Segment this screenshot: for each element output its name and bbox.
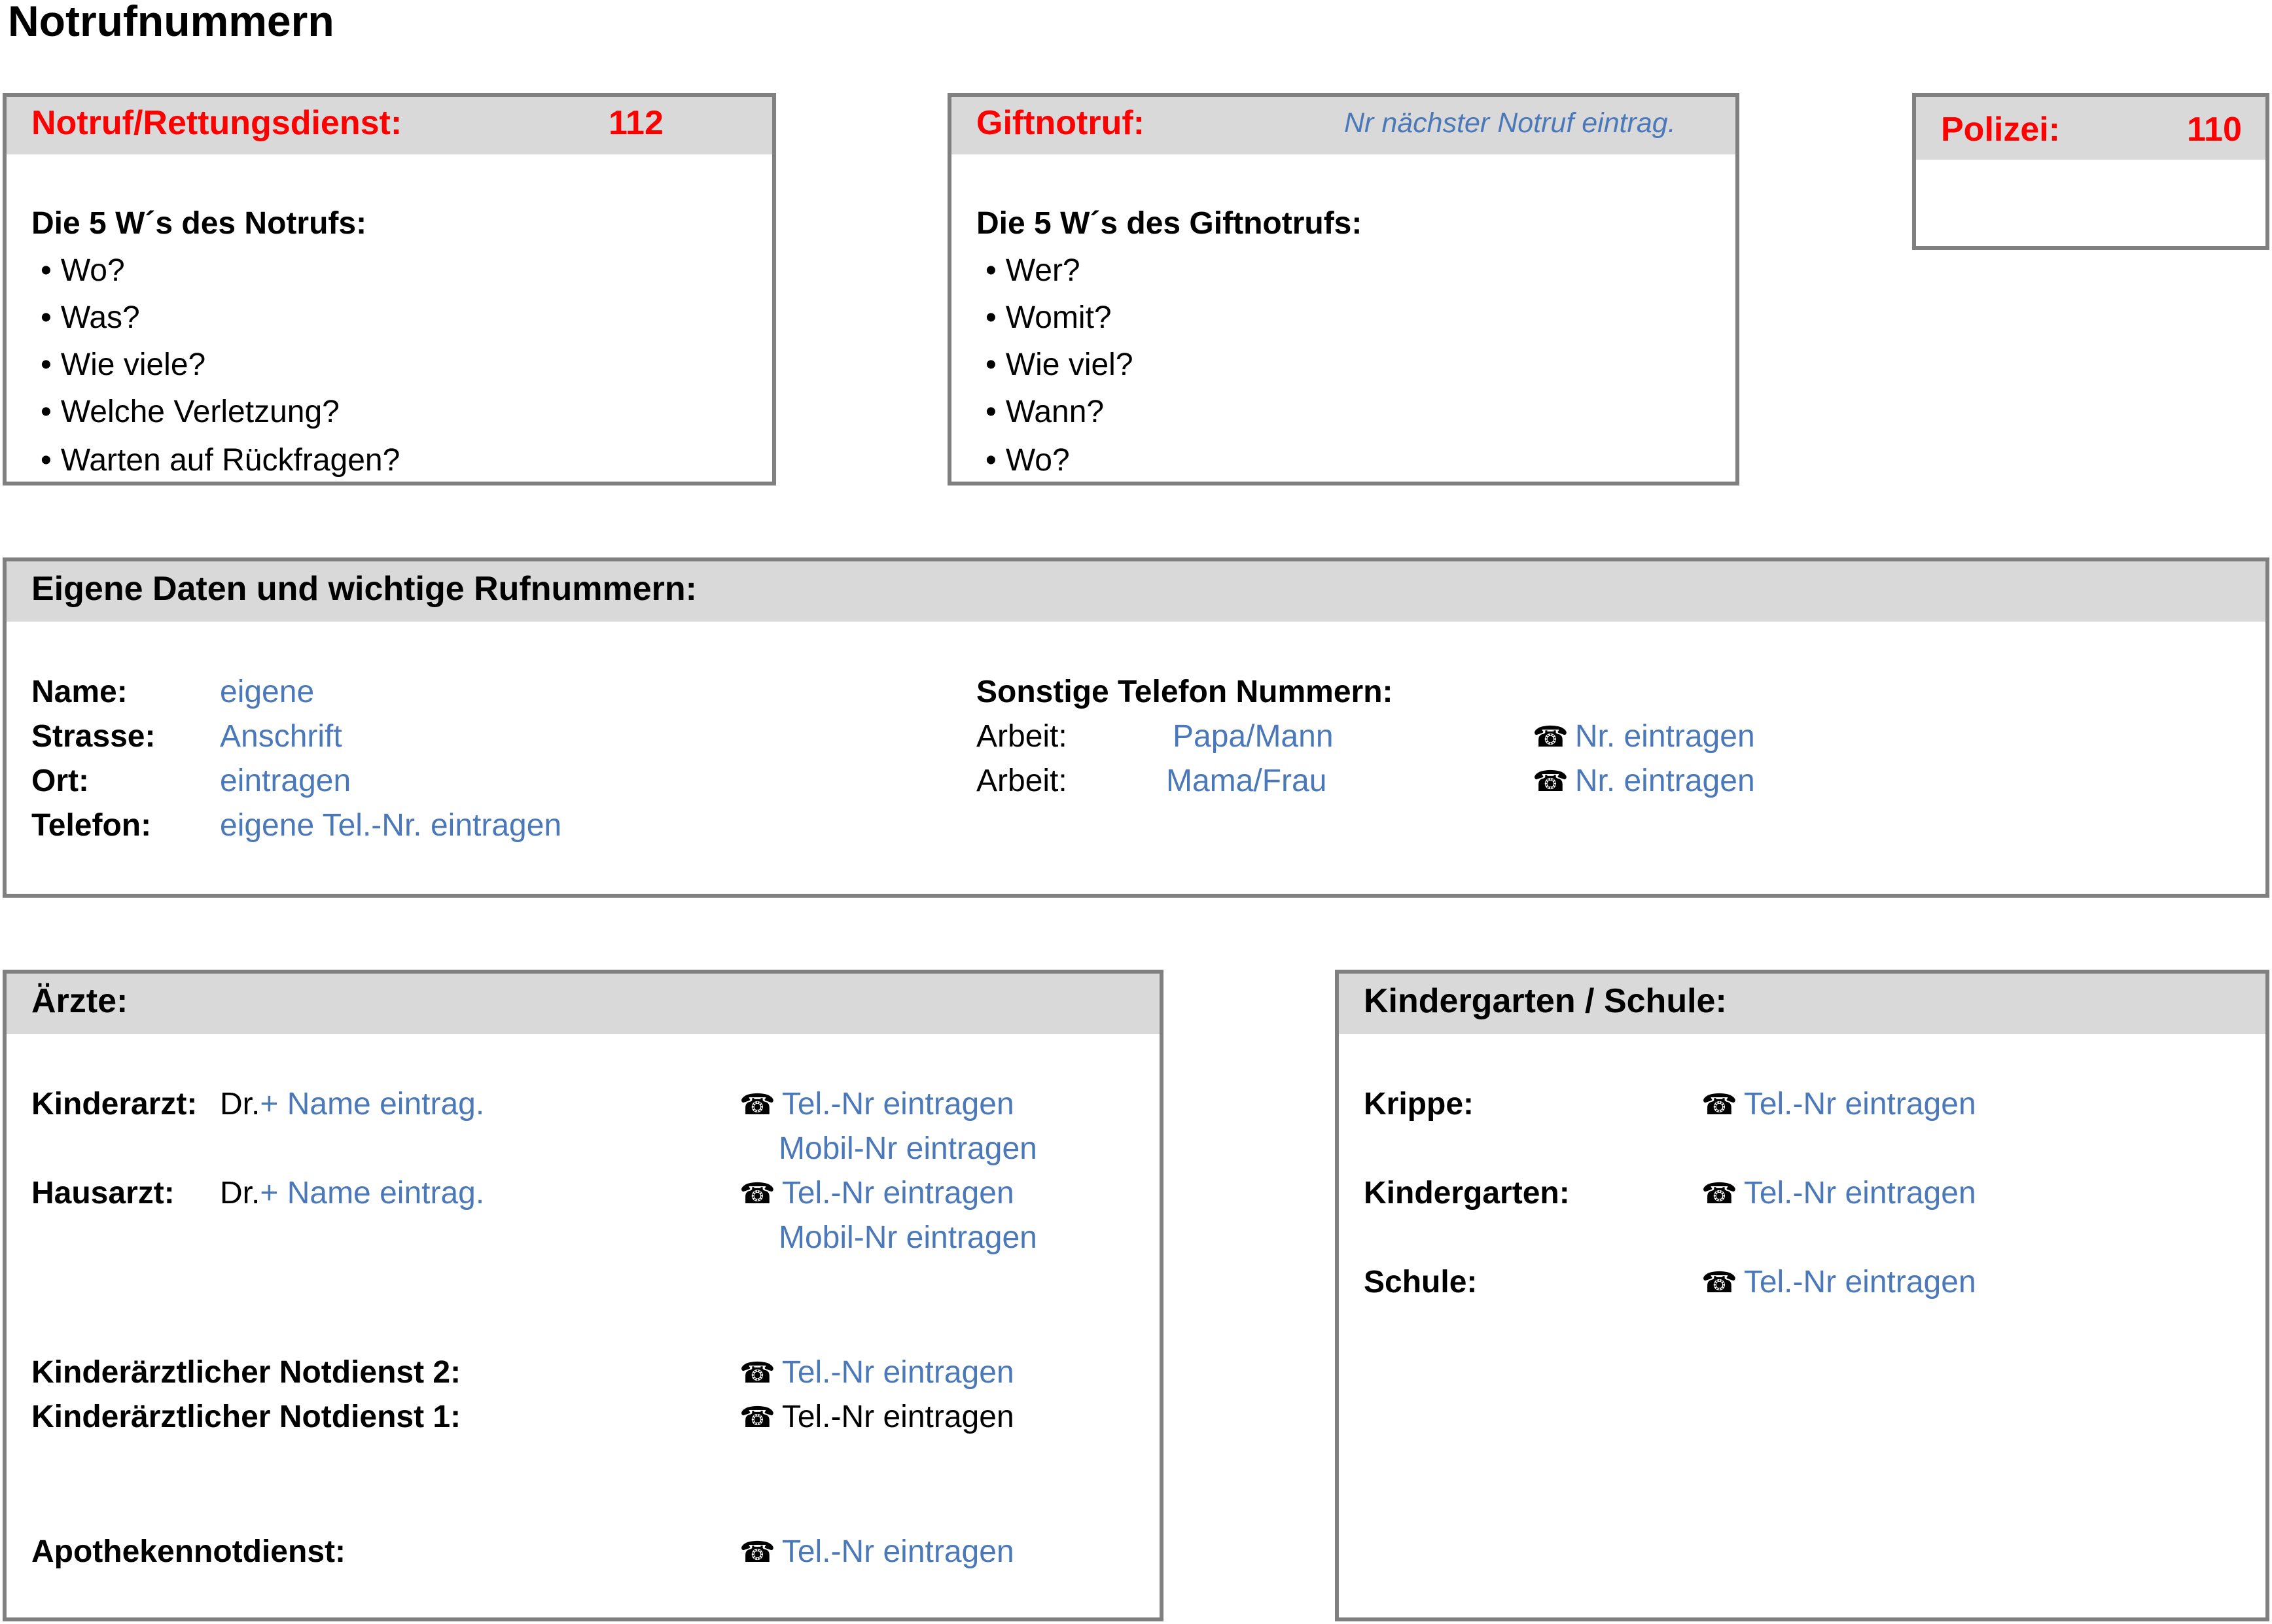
gift-header [951, 97, 1735, 154]
arbeit2-who[interactable]: Mama/Frau [1166, 764, 1327, 798]
notdienst2-tel[interactable] [739, 1354, 1014, 1390]
hausarzt-tel-value: Tel.-Nr eintragen [781, 1176, 1014, 1210]
schule-tel-value: Tel.-Nr eintragen [1743, 1265, 1976, 1299]
telefon-value[interactable]: eigene Tel.-Nr. eintragen [220, 808, 562, 843]
phone-icon: ☎ [739, 1402, 775, 1434]
strasse-value[interactable]: Anschrift [220, 719, 342, 754]
kinderarzt-label: Kinderarzt: [31, 1087, 198, 1121]
gift-number-placeholder[interactable]: Nr nächster Notruf eintrag. [1344, 107, 1676, 139]
notruf-subtitle: Die 5 W´s des Notrufs: [31, 206, 367, 241]
schule-label: Schule: [1364, 1265, 1478, 1299]
notdienst2-tel-value: Tel.-Nr eintragen [781, 1355, 1014, 1390]
phone-icon: ☎ [1533, 721, 1569, 753]
kindergarten-label: Kindergarten: [1364, 1176, 1570, 1210]
arbeit1-who[interactable]: Papa/Mann [1173, 719, 1334, 754]
polizei-header [1916, 97, 2265, 160]
hausarzt-label: Hausarzt: [31, 1176, 175, 1210]
arbeit2-nr: Nr. eintragen [1574, 764, 1755, 798]
notruf-number: 112 [609, 104, 664, 142]
strasse-label: Strasse: [31, 719, 156, 754]
phone-icon: ☎ [1701, 1178, 1737, 1210]
phone-icon: ☎ [1533, 766, 1569, 798]
notruf-header [7, 97, 772, 154]
phone-icon: ☎ [739, 1357, 775, 1389]
arbeit2-number[interactable] [1533, 763, 1755, 799]
list-item: • Welche Verletzung? [41, 394, 340, 430]
notdienst1-tel[interactable] [739, 1399, 1014, 1435]
polizei-box [1912, 93, 2269, 250]
hausarzt-name[interactable] [220, 1175, 484, 1211]
schule-tel[interactable] [1701, 1264, 1976, 1300]
apotheke-label: Apothekennotdienst: [31, 1534, 346, 1569]
notruf-box [3, 93, 776, 485]
phone-icon: ☎ [1701, 1089, 1737, 1121]
list-item: • Womit? [985, 300, 1112, 336]
kiga-box [1335, 970, 2269, 1621]
polizei-number: 110 [2187, 111, 2242, 149]
apotheke-tel[interactable] [739, 1534, 1014, 1570]
aerzte-title: Ärzte: [31, 982, 128, 1020]
kinderarzt-tel[interactable] [739, 1086, 1014, 1122]
hausarzt-mobil[interactable]: Mobil-Nr eintragen [779, 1220, 1037, 1255]
gift-label: Giftnotruf: [976, 104, 1145, 142]
list-item: • Warten auf Rückfragen? [41, 442, 400, 478]
phone-icon: ☎ [739, 1536, 775, 1568]
ort-value[interactable]: eintragen [220, 764, 351, 798]
kindergarten-tel-value: Tel.-Nr eintragen [1743, 1176, 1976, 1210]
kinderarzt-mobil[interactable]: Mobil-Nr eintragen [779, 1131, 1037, 1166]
aerzte-header [7, 974, 1160, 1034]
phone-icon: ☎ [1701, 1267, 1737, 1299]
notdienst1-label: Kinderärztlicher Notdienst 1: [31, 1400, 461, 1434]
kinderarzt-name[interactable] [220, 1086, 484, 1122]
name-value[interactable]: eigene [220, 675, 315, 709]
telefon-label: Telefon: [31, 808, 152, 843]
eigene-daten-box [3, 557, 2269, 898]
krippe-tel[interactable] [1701, 1086, 1976, 1122]
kindergarten-tel[interactable] [1701, 1175, 1976, 1211]
kiga-title: Kindergarten / Schule: [1364, 982, 1727, 1020]
list-item: • Was? [41, 300, 140, 336]
kinderarzt-name-value: + Name eintrag. [260, 1087, 485, 1121]
arbeit2-label: Arbeit: [976, 764, 1067, 798]
kiga-header [1339, 974, 2265, 1034]
krippe-tel-value: Tel.-Nr eintragen [1743, 1087, 1976, 1121]
notdienst1-tel-value: Tel.-Nr eintragen [781, 1400, 1014, 1434]
hausarzt-tel[interactable] [739, 1175, 1014, 1211]
sonstige-title: Sonstige Telefon Nummern: [976, 675, 1393, 709]
krippe-label: Krippe: [1364, 1087, 1474, 1121]
notruf-label: Notruf/Rettungsdienst: [31, 104, 402, 142]
ort-label: Ort: [31, 764, 89, 798]
list-item: • Wo? [41, 253, 125, 289]
arbeit1-number[interactable] [1533, 718, 1755, 754]
list-item: • Wer? [985, 253, 1080, 289]
kinderarzt-dr: Dr. [220, 1087, 260, 1121]
phone-icon: ☎ [739, 1089, 775, 1121]
kinderarzt-tel-value: Tel.-Nr eintragen [781, 1087, 1014, 1121]
hausarzt-dr: Dr. [220, 1176, 260, 1210]
eigene-header [7, 561, 2265, 622]
aerzte-box [3, 970, 1163, 1621]
notdienst2-label: Kinderärztlicher Notdienst 2: [31, 1355, 461, 1390]
phone-icon: ☎ [739, 1178, 775, 1210]
hausarzt-name-value: + Name eintrag. [260, 1176, 485, 1210]
list-item: • Wie viel? [985, 347, 1133, 383]
gift-box [948, 93, 1739, 485]
list-item: • Wie viele? [41, 347, 205, 383]
eigene-title: Eigene Daten und wichtige Rufnummern: [31, 570, 697, 608]
list-item: • Wo? [985, 442, 1070, 478]
apotheke-tel-value: Tel.-Nr eintragen [781, 1534, 1014, 1569]
arbeit1-nr: Nr. eintragen [1574, 719, 1755, 754]
gift-subtitle: Die 5 W´s des Giftnotrufs: [976, 206, 1362, 241]
polizei-label: Polizei: [1941, 111, 2061, 149]
arbeit1-label: Arbeit: [976, 719, 1067, 754]
page-title: Notrufnummern [8, 0, 334, 45]
list-item: • Wann? [985, 394, 1104, 430]
name-label: Name: [31, 675, 128, 709]
